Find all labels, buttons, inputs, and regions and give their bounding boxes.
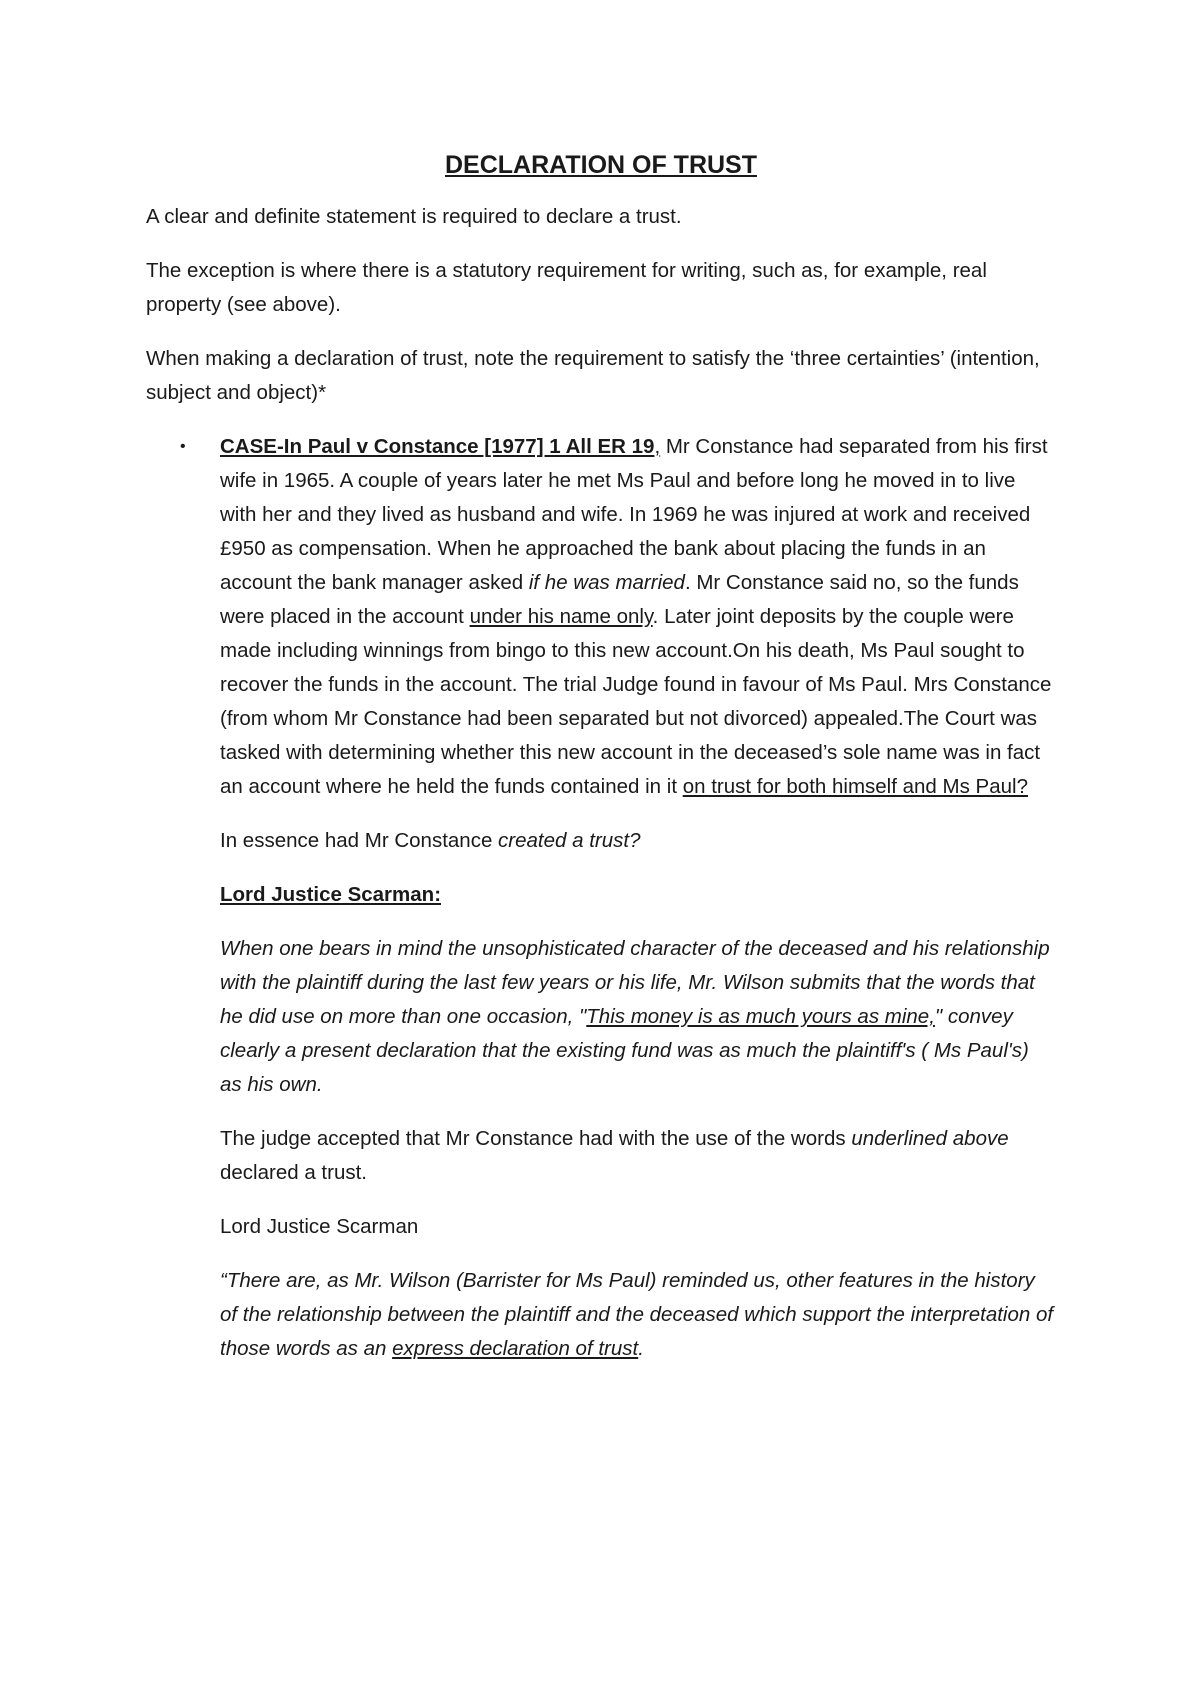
case-italic-married: if he was married xyxy=(528,571,685,594)
quote2-underline: express declaration of trust xyxy=(392,1337,639,1360)
essence-italic: created a trust? xyxy=(498,829,641,852)
quote1-text-1: When one bears in mind the unsophisticated character of the deceased and his relationship with the plaintiff during the last few years or his life, Mr. Wilson submits that the words that he did use on more than one occasion, " xyxy=(220,937,1050,1028)
case-bullet-item xyxy=(180,430,1056,804)
quote1-underline: This money is as much yours as mine, xyxy=(586,1005,935,1028)
case-text-2: . Mr Constance said no, so the funds were placed in the account xyxy=(220,571,1019,628)
case-text-1: Mr Constance had separated from his first wife in 1965. A couple of years later he met Ms Paul and before long he moved in to live with her and they lived as husband and wife. In 1969 he was injured at work and received £950 as compensation. When he approached the bank about placing the funds in an account the bank manager asked xyxy=(220,435,1048,594)
quote2-end: . xyxy=(638,1337,644,1360)
quote1-text-2: " convey clearly a present declaration that the existing fund was as much the plaintiff's ( Ms Paul's) as his own. xyxy=(220,1005,1029,1096)
document-body xyxy=(146,148,1056,1386)
case-underline-on-trust: on trust for both himself and Ms Paul? xyxy=(682,775,1028,798)
paragraph-judge-accepted xyxy=(220,1122,1056,1190)
quote-scarman-1 xyxy=(220,932,1056,1102)
judge-text-2: declared a trust. xyxy=(220,1161,367,1184)
lord-justice-heading: Lord Justice Scarman: xyxy=(220,883,442,906)
quote-scarman-2 xyxy=(220,1264,1056,1366)
paragraph-clear-statement: A clear and definite statement is required to declare a trust. xyxy=(146,205,682,228)
case-underline-name-only: under his name only xyxy=(469,605,653,628)
essence-text: In essence had Mr Constance xyxy=(220,829,499,852)
case-reference-comma: , xyxy=(654,435,661,458)
paragraph-three-certainties: When making a declaration of trust, note the requirement to satisfy the ‘three certainties’ (intention, subject and object)* xyxy=(146,347,1040,404)
paragraph-essence xyxy=(220,824,1056,858)
bullet-marker-icon: • xyxy=(180,438,186,455)
paragraph-exception: The exception is where there is a statutory requirement for writing, such as, for example, real property (see above). xyxy=(146,259,987,316)
quote2-text: “There are, as Mr. Wilson (Barrister for Ms Paul) reminded us, other features in the history of the relationship between the plaintiff and the deceased which support the interpretation of those words as an xyxy=(220,1269,1054,1360)
case-reference: CASE-In Paul v Constance [1977] 1 All ER 19 xyxy=(220,435,655,458)
judge-italic: underlined above xyxy=(851,1127,1009,1150)
case-text-3: . Later joint deposits by the couple were made including winnings from bingo to this new account.On his death, Ms Paul sought to recover the funds in the account. The trial Judge found in favour of Ms Paul. Mrs Constance (from whom Mr Constance had been separated but not divorced) appealed.The Court was tasked with determining whether this new account in the deceased’s sole name was in fact an account where he held the funds contained in it xyxy=(220,605,1052,798)
judge-text-1: The judge accepted that Mr Constance had with the use of the words xyxy=(220,1127,852,1150)
document-title: DECLARATION OF TRUST xyxy=(444,151,757,179)
lord-justice-label: Lord Justice Scarman xyxy=(220,1215,419,1238)
